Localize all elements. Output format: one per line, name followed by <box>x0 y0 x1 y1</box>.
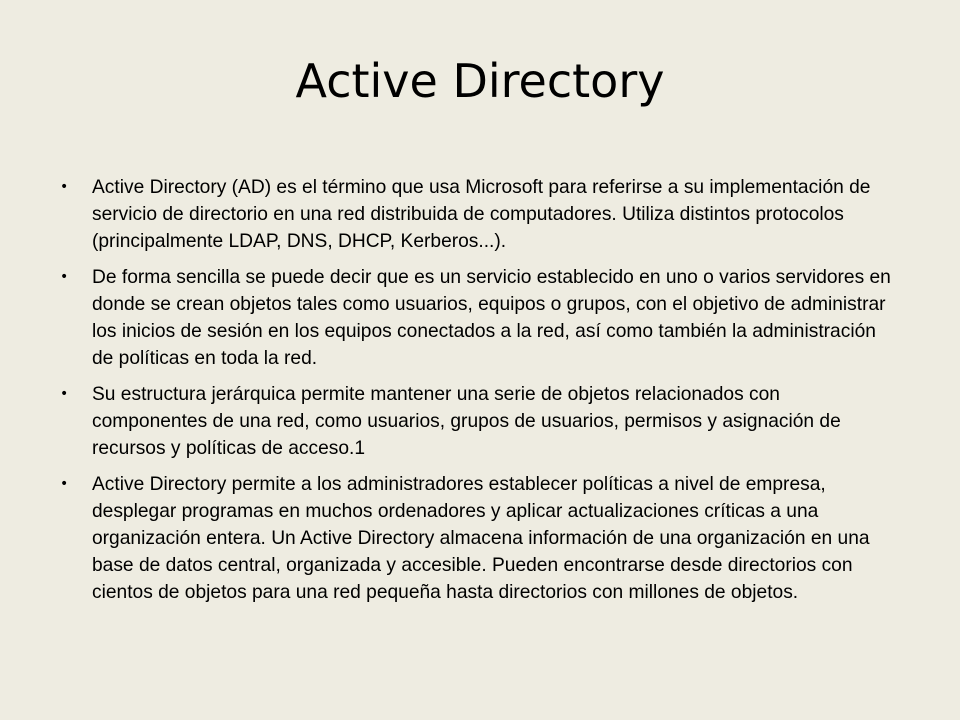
bullet-text: Active Directory (AD) es el término que usa Microsoft para referirse a su implementación de servicio de directorio en una red distribuida de computadores. Utiliza distintos protocolos (principalmente LDAP, DNS, DHCP, Kerberos...). <box>92 177 871 252</box>
bullet-text: Su estructura jerárquica permite mantener una serie de objetos relacionados con componentes de una red, como usuarios, grupos de usuarios, permisos y asignación de recursos y políticas de acceso.1 <box>92 384 841 459</box>
bullet-icon: • <box>60 386 69 402</box>
bullet-item <box>60 471 900 606</box>
bullet-icon: • <box>60 476 69 492</box>
bullet-item <box>60 174 900 255</box>
bullet-item <box>60 381 900 462</box>
bullet-icon: • <box>60 179 69 195</box>
bullet-text: Active Directory permite a los administradores establecer políticas a nivel de empresa, desplegar programas en muchos ordenadores y aplicar actualizaciones críticas a una organización entera. Un Active Directory almacena información de una organización en una base de datos central, organizada y accesible. Pueden encontrarse desde directorios con cientos de objetos para una red pequeña hasta directorios con millones de objetos. <box>92 474 870 603</box>
slide-title: Active Directory <box>295 54 665 108</box>
bullet-text: De forma sencilla se puede decir que es un servicio establecido en uno o varios servidores en donde se crean objetos tales como usuarios, equipos o grupos, con el objetivo de administrar los inicios de sesión en los equipos conectados a la red, así como también la administración de políticas en toda la red. <box>92 267 891 369</box>
bullet-item <box>60 264 900 372</box>
bullet-icon: • <box>60 269 69 285</box>
bullet-list <box>60 174 900 606</box>
